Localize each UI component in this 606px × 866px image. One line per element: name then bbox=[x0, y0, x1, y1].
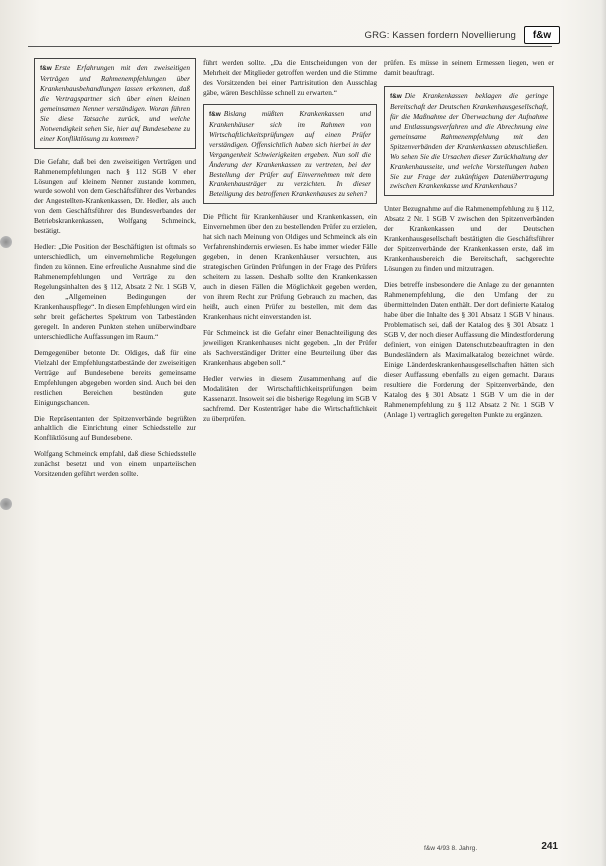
issue-label: f&w 4/93 8. Jahrg. bbox=[424, 845, 478, 852]
header-title: GRG: Kassen fordern Novellierung bbox=[364, 29, 516, 41]
paragraph: führt werden sollte. „Da die Entscheidungen von der Mehrheit der Mitglieder getroffen werden und die Stimme des Vorsitzenden bei einer Partrisitution den Ausschlag gäbe, wären Beschlüsse schnell zu erwarten.“ bbox=[203, 58, 377, 97]
running-header bbox=[326, 26, 560, 44]
column-3 bbox=[384, 58, 554, 425]
fw-tag: f&w bbox=[209, 110, 221, 118]
fw-tag: f&w bbox=[40, 65, 52, 72]
paragraph: Die Repräsentanten der Spitzenverbände begrüßten anhaltlich die Einrichtung einer Schiedsstelle zur Konfliktlösung auf Bundesebene. bbox=[34, 413, 196, 443]
page-number: 241 bbox=[541, 841, 558, 852]
paragraph: Unter Bezugnahme auf die Rahmenempfehlung zu § 112, Absatz 2 Nr. 1 SGB V zwischen den Spitzenverbänden der Krankenkassen und der Deutschen Krankenhausgesellschaft bestätigten die Geschäftsführer der Spitzenverbände der Krankenkassen erste, daß im Krankenhausbereich die Bereitschaft, sachgerechte Lösungen zu finden und mitzutragen. bbox=[384, 204, 554, 274]
paragraph: Hedler verwies in diesem Zusammenhang auf die Modalitäten der Wirtschaftlichkeitsprüfungen beim Kassenarzt. Insoweit sei die bisherige Regelung im SGB V sachfremd. Der Kostenträger habe die Wirtschaftlichkeit zu überprüfen. bbox=[203, 373, 377, 423]
question-box bbox=[203, 104, 377, 205]
paragraph: Demgegenüber betonte Dr. Oldiges, daß für eine Vielzahl der Empfehlungstatbestände der zweiseitigen Verträge auf Bundesebene bereits gemeinsame Empfehlungen abgegeben worden sind. Auch bei den restlichen Bereichen bestünden gute Einigungschancen. bbox=[34, 347, 196, 407]
question-text: Bislang müßten Krankenkassen und Krankenhäuser sich im Rahmen von Wirtschaftlichkeitsprüfungen auf einen Prüfer verständigen. Offensichtlich haben sich hierbei in der Vergangenheit Schwierigkeiten ergeben. Nun soll die Änderung der Krankenkassen zu vertreten, bei der Bestellung der Prüfer auf Einvernehmen mit dem Krankenhausträger zu verzichten. In dieser Beteiligung des betroffenen Krankenhauses zu sehen? bbox=[209, 108, 371, 199]
question-text: Erste Erfahrungen mit den zweiseitigen Verträgen und Rahmenempfehlungen über Krankenhausbehandlungen lassen erkennen, daß die Vertragspartner sich über einen kleinen gemeinsamen Nenner verständigen. Woran führen Sie diese Tatsache zurück, und welche Notwendigkeit sehen Sie, hier auf Bundesebene zu einer Konfliktlösung zu kommen? bbox=[40, 63, 190, 143]
paragraph: Hedler: „Die Position der Beschäftigten ist oftmals so unterschiedlich, um einvernehmliche Regelungen finden zu können. Eine erfreuliche Ausnahme sind die Rahmenempfehlungen und Verträge zu den Regelungsinhalten des § 112, Absatz 2 Nr. 1 SGB V, den „Allgemeinen Bedingungen der Krankenhauspflege“. In diesen Empfehlungen wird ein sehr breit gefächertes Spektrum von Tatbeständen geregelt. In anderen Punkten stehen unüberwindbare unterschiedliche Auffassungen im Raum.“ bbox=[34, 242, 196, 341]
paragraph: prüfen. Es müsse in seinem Ermessen liegen, wen er damit beauftragt. bbox=[384, 58, 554, 77]
question-box bbox=[34, 58, 196, 149]
paragraph: Die Pflicht für Krankenhäuser und Krankenkassen, ein Einvernehmen über den zu bestellenden Prüfer zu erzielen, hat sich nach Meinung von Oldiges und Schmeinck als ein Verfahrenshindernis erwiesen. Es habe immer wieder Fälle gegeben, in denen Krankenhäuser versuchten, aus strategischen Gründen Prüfungen in der Frage des Prüfers scheitern zu lassen. Deshalb sollte den Krankenkassen auch in diesen Fällen die Möglichkeit gegeben werden, von ihrem Recht zur Prüfung Gebrauch zu machen, das heißt, auch einen Prüfer zu bestellen, mit dem das Krankenhaus nicht einverstanden ist. bbox=[203, 212, 377, 321]
fw-tag: f&w bbox=[390, 92, 402, 100]
fw-logo: f&w bbox=[524, 26, 560, 44]
column-2 bbox=[203, 58, 377, 429]
header-rule bbox=[28, 46, 552, 47]
column-1 bbox=[34, 58, 196, 485]
question-box bbox=[384, 86, 554, 197]
paragraph: Dies betreffe insbesondere die Anlage zu der genannten Rahmenempfehlung, die den Umfang der zu übermittelnden Daten enthält. Der dort definierte Katalog habe über die Inhalte des § 301 Absatz 1 SGB V hinaus. Problematisch sei, daß der Katalog des § 301 Absatz 1 SGB V, der noch dieser Auffassung die Mindestforderung definiert, von einigen Datenschutzbeauftragten in den Bundesländern als Maximalkatalog bezeichnet würde. Einige Länderdeskrankenhausgesellschaften hätten sich dieser Auffassung ebenfalls zu eigen gemacht. Daraus resultiere die Forderung der Spitzenverbände, den Katalog des § 301 Absatz 1 SGB V um die in der Rahmenempfehlung zu § 112 Absatz 2 Nr. 1 SGB V (Anlage 1) vertraglich geregelten Punkte zu ergänzen. bbox=[384, 280, 554, 419]
page-edge-shadow bbox=[601, 0, 606, 866]
page-footer bbox=[424, 840, 558, 852]
paragraph: Die Gefahr, daß bei den zweiseitigen Verträgen und Rahmenempfehlungen nach § 112 SGB V eher Lösungen auf kleinem Nenner zustande kommen, wurde sowohl von dem Geschäftsführer des Verbandes der Angestellten-Krankenkassen, Dr. Hedler, als auch von dem Geschäftsführer des Bundesverbandes der Betriebskrankenkassen, Wolfgang Schmeinck, bestätigt. bbox=[34, 156, 196, 236]
paragraph: Wolfgang Schmeinck empfahl, daß diese Schiedsstelle zunächst besetzt und von einem unparteiischen Vorsitzenden geführt werden sollte. bbox=[34, 449, 196, 479]
binder-hole bbox=[0, 236, 12, 248]
question-text: Die Krankenkassen beklagen die geringe Bereitschaft der Deutschen Krankenhausgesellschaft, für die Maßnahme der Überwachung der Aufnahme und Entlassungsverfahren und die Abrechnung eine gemeinsame Rahmenempfehlung mit den Spitzenverbänden der Krankenkassen abzuschließen. Wo sehen Sie die Ursachen dieser Zurückhaltung der Krankenhausseite, und welche Vorstellungen haben Sie zur Frage der zukünftigen Datenübertragung zwischen Krankenkasse und Krankenhaus? bbox=[390, 90, 548, 191]
paragraph: Für Schmeinck ist die Gefahr einer Benachteiligung des jeweiligen Krankenhauses nicht gegeben. „In der Prüfer als Sachverständiger Dritter eine Beurteilung über das Krankenhaus abgeben soll.“ bbox=[203, 327, 377, 367]
binder-hole bbox=[0, 498, 12, 510]
